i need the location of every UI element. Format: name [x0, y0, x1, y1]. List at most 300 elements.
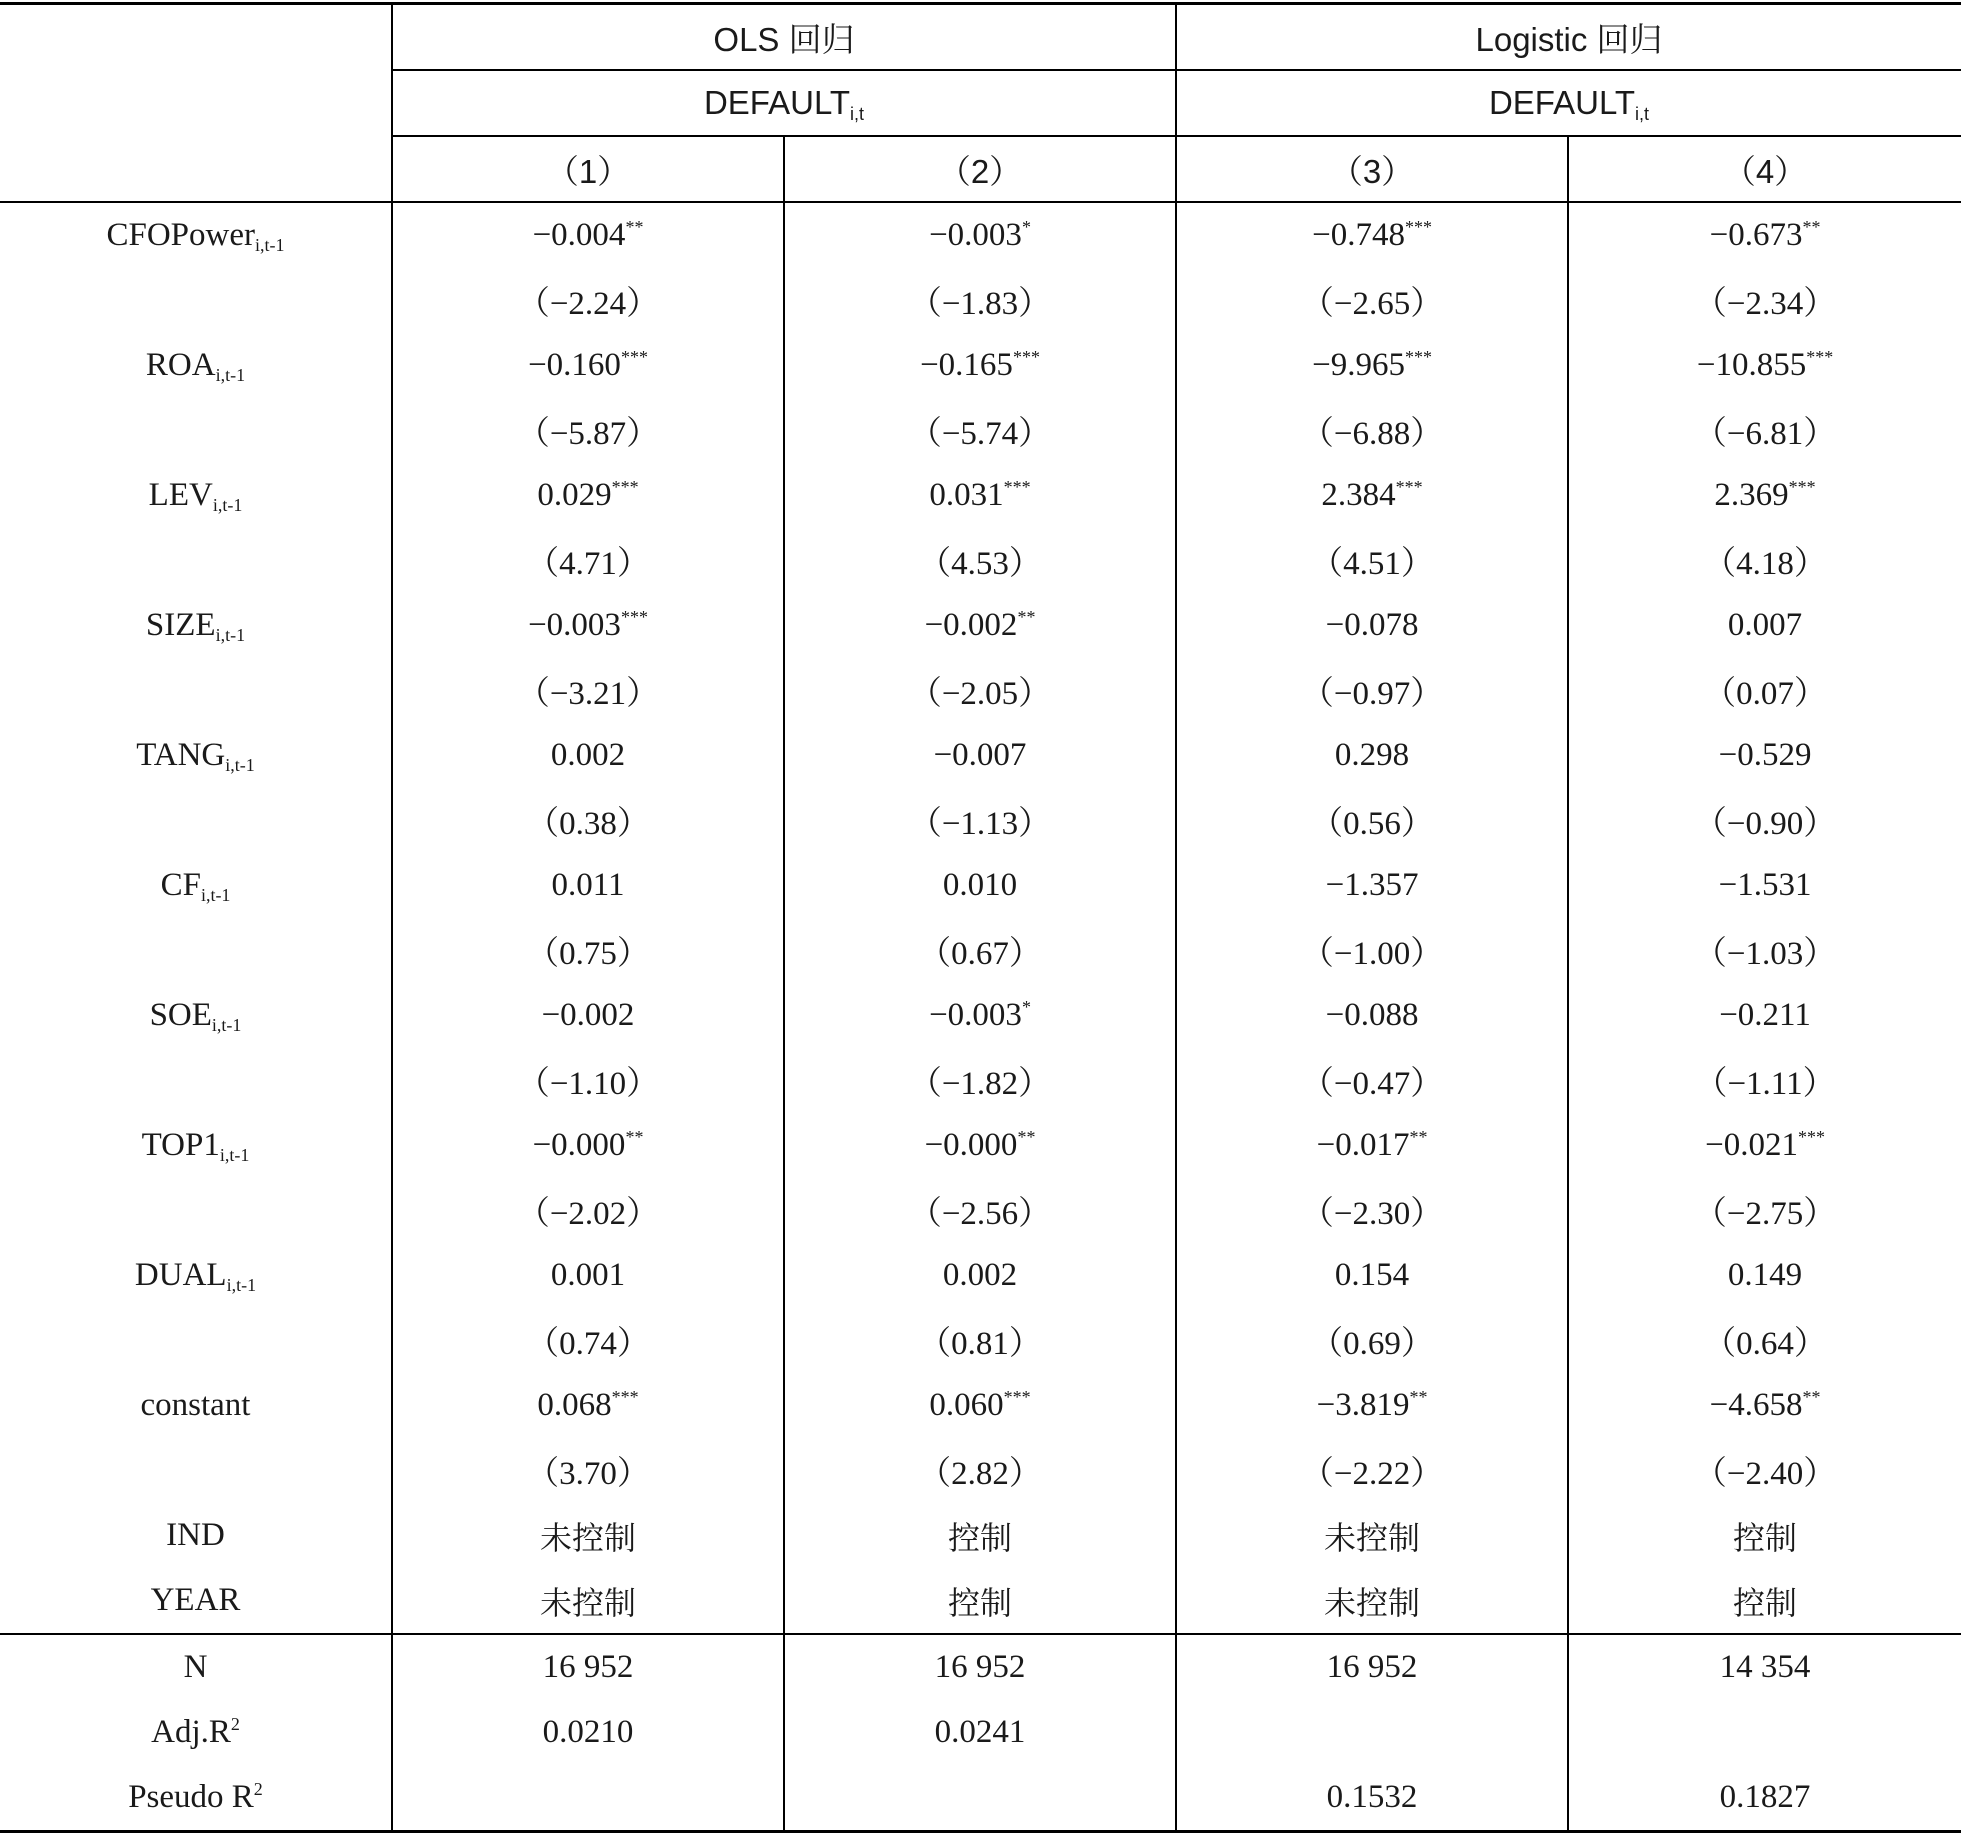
coefficient-cell	[784, 463, 1176, 528]
t-statistic-value: （−2.30）	[1300, 1196, 1444, 1232]
t-statistic-cell	[784, 268, 1176, 333]
t-statistic-cell	[784, 1048, 1176, 1113]
coefficient-cell	[1176, 1113, 1568, 1178]
variable-name	[0, 202, 392, 268]
t-statistic-value: （4.71）	[526, 546, 650, 582]
t-statistic-cell	[784, 398, 1176, 463]
column-number-text: （2）	[937, 152, 1023, 190]
stat-label: N	[183, 1649, 208, 1685]
coefficient-cell	[1176, 1373, 1568, 1438]
stat-value-cell	[784, 1634, 1176, 1700]
coefficient-cell	[392, 202, 784, 268]
coefficient-value: −3.819	[1316, 1387, 1410, 1423]
column-number-text: （4）	[1722, 152, 1808, 190]
coefficient-value: −0.078	[1325, 607, 1419, 643]
coefficient-cell	[392, 593, 784, 658]
coefficient-cell	[1568, 723, 1961, 788]
t-statistic-cell	[1176, 918, 1568, 983]
coefficient-value: −0.748	[1312, 217, 1405, 253]
empty-stub	[0, 1048, 392, 1113]
subscript: i,t-1	[215, 625, 246, 645]
empty-stub	[0, 1438, 392, 1503]
t-statistic-cell	[1176, 268, 1568, 333]
t-statistic-value: （−2.40）	[1693, 1456, 1837, 1492]
t-statistic-cell	[1176, 1308, 1568, 1373]
coefficient-cell	[392, 463, 784, 528]
empty-stub	[0, 528, 392, 593]
coefficient-cell	[784, 1243, 1176, 1308]
stat-value: 0.0210	[542, 1714, 634, 1750]
t-statistic-cell	[392, 1178, 784, 1243]
t-statistic-cell	[392, 1438, 784, 1503]
t-statistic-cell	[1176, 1178, 1568, 1243]
control-name	[0, 1568, 392, 1634]
coefficient-value: −0.000	[532, 1127, 626, 1163]
coefficient-value: −0.021	[1705, 1127, 1798, 1163]
stat-value: 0.1827	[1719, 1779, 1811, 1815]
coefficient-value: −0.002	[924, 607, 1018, 643]
t-statistic-cell	[1176, 1438, 1568, 1503]
t-statistic-value: （4.51）	[1310, 546, 1434, 582]
t-stat-row-tang	[0, 788, 1961, 853]
t-statistic-cell	[1176, 788, 1568, 853]
header-row-groups	[0, 4, 1961, 71]
t-statistic-value: （0.67）	[918, 936, 1042, 972]
coefficient-value: −9.965	[1312, 347, 1405, 383]
t-stat-row-top1	[0, 1178, 1961, 1243]
control-status-text: 控制	[1733, 1518, 1798, 1557]
t-statistic-value: （−2.24）	[516, 286, 660, 322]
control-status	[1176, 1568, 1568, 1634]
coefficient-cell	[784, 723, 1176, 788]
control-row-ind	[0, 1503, 1961, 1568]
coefficient-cell	[392, 723, 784, 788]
coefficient-cell	[784, 593, 1176, 658]
t-statistic-value: （−1.00）	[1300, 936, 1444, 972]
t-statistic-value: （−1.11）	[1694, 1066, 1836, 1102]
coefficient-cell	[1568, 463, 1961, 528]
stat-name	[0, 1634, 392, 1700]
dep-var-name: DEFAULT	[1488, 84, 1636, 121]
significance-stars: ***	[1404, 347, 1432, 367]
variable-name	[0, 333, 392, 398]
column-number-3	[1176, 136, 1568, 202]
coefficient-value: −0.004	[532, 217, 626, 253]
t-statistic-cell	[784, 1178, 1176, 1243]
coefficient-cell	[392, 853, 784, 918]
empty-stub	[0, 918, 392, 983]
control-status	[784, 1568, 1176, 1634]
coefficient-value: −10.855	[1696, 347, 1807, 383]
stat-label: Pseudo R	[128, 1779, 254, 1815]
t-stat-row-cf	[0, 918, 1961, 983]
stat-value: 0.0241	[934, 1714, 1026, 1750]
coefficient-cell	[1176, 853, 1568, 918]
significance-stars: **	[1409, 1387, 1428, 1407]
control-row-year	[0, 1568, 1961, 1634]
coefficient-value: −0.017	[1316, 1127, 1410, 1163]
t-statistic-cell	[392, 1048, 784, 1113]
coef-row-cfopower	[0, 202, 1961, 268]
t-statistic-value: （−6.81）	[1693, 416, 1837, 452]
t-statistic-value: （−1.13）	[908, 806, 1052, 842]
control-status	[1568, 1568, 1961, 1634]
t-statistic-value: （−1.03）	[1693, 936, 1837, 972]
t-statistic-cell	[1568, 1048, 1961, 1113]
t-stat-row-roa	[0, 398, 1961, 463]
empty-stub	[0, 398, 392, 463]
coefficient-value: 0.068	[537, 1387, 612, 1423]
t-statistic-value: （2.82）	[918, 1456, 1042, 1492]
stat-value-cell	[1568, 1634, 1961, 1700]
t-statistic-cell	[1568, 918, 1961, 983]
significance-stars: *	[1021, 997, 1031, 1017]
column-number-2	[784, 136, 1176, 202]
variable-label: SOE	[149, 997, 212, 1033]
column-number-1	[392, 136, 784, 202]
variable-name	[0, 463, 392, 528]
significance-stars: ***	[1797, 1127, 1825, 1147]
t-statistic-value: （0.07）	[1703, 676, 1827, 712]
t-statistic-cell	[392, 918, 784, 983]
t-statistic-cell	[1568, 658, 1961, 723]
coefficient-cell	[784, 853, 1176, 918]
coefficient-value: −0.003	[929, 217, 1022, 253]
t-statistic-value: （−2.02）	[516, 1196, 660, 1232]
t-statistic-cell	[1568, 398, 1961, 463]
coefficient-value: 0.298	[1334, 737, 1410, 773]
t-statistic-value: （−1.82）	[908, 1066, 1052, 1102]
t-statistic-cell	[1176, 398, 1568, 463]
stat-name	[0, 1700, 392, 1765]
t-statistic-value: （−2.05）	[908, 676, 1052, 712]
coefficient-value: −0.003	[929, 997, 1022, 1033]
coefficient-value: −1.357	[1325, 867, 1419, 903]
t-stat-row-soe	[0, 1048, 1961, 1113]
control-label: YEAR	[150, 1582, 241, 1618]
stat-row-adj-r	[0, 1700, 1961, 1765]
t-statistic-value: （−0.47）	[1300, 1066, 1444, 1102]
t-statistic-cell	[784, 658, 1176, 723]
subscript: i,t-1	[219, 1145, 250, 1165]
t-statistic-cell	[1568, 1308, 1961, 1373]
subscript: i,t	[850, 104, 865, 124]
coefficient-value: −0.165	[920, 347, 1013, 383]
t-statistic-cell	[1568, 788, 1961, 853]
control-status-text: 控制	[948, 1518, 1013, 1557]
empty-stub	[0, 268, 392, 333]
t-statistic-value: （3.70）	[526, 1456, 650, 1492]
significance-stars: **	[1017, 607, 1036, 627]
t-statistic-cell	[784, 788, 1176, 853]
coefficient-value: −0.002	[541, 997, 635, 1033]
significance-stars: **	[1802, 1387, 1821, 1407]
coefficient-cell	[1176, 202, 1568, 268]
coef-row-cf	[0, 853, 1961, 918]
empty-stub	[0, 658, 392, 723]
subscript: i,t-1	[212, 495, 243, 515]
significance-stars: ***	[620, 347, 648, 367]
significance-stars: **	[1017, 1127, 1036, 1147]
t-statistic-cell	[392, 788, 784, 853]
t-statistic-value: （−2.34）	[1693, 286, 1837, 322]
significance-stars: ***	[1012, 347, 1040, 367]
coefficient-value: 0.149	[1727, 1257, 1803, 1293]
subscript: i,t	[1635, 104, 1650, 124]
variable-name	[0, 723, 392, 788]
control-label: IND	[166, 1517, 225, 1553]
coefficient-value: −0.007	[933, 737, 1027, 773]
coef-row-tang	[0, 723, 1961, 788]
t-statistic-value: （0.74）	[526, 1326, 650, 1362]
t-statistic-value: （−2.65）	[1300, 286, 1444, 322]
empty-stub	[0, 1178, 392, 1243]
variable-label: constant	[140, 1387, 251, 1423]
significance-stars: ***	[1404, 217, 1432, 237]
coefficient-value: −0.003	[528, 607, 621, 643]
t-statistic-value: （0.75）	[526, 936, 650, 972]
variable-label: SIZE	[145, 607, 216, 643]
significance-stars: *	[1021, 217, 1031, 237]
stat-value-cell	[1176, 1634, 1568, 1700]
t-statistic-value: （0.81）	[918, 1326, 1042, 1362]
coefficient-value: 0.002	[942, 1257, 1018, 1293]
significance-stars: ***	[1003, 1387, 1031, 1407]
t-statistic-value: （−2.75）	[1693, 1196, 1837, 1232]
coefficient-value: −0.160	[528, 347, 621, 383]
coefficient-cell	[392, 1373, 784, 1438]
stat-value-cell	[1568, 1700, 1961, 1765]
coefficient-cell	[784, 202, 1176, 268]
column-number-text: （3）	[1329, 152, 1415, 190]
t-stat-row-lev	[0, 528, 1961, 593]
variable-name	[0, 983, 392, 1048]
coefficient-cell	[1568, 853, 1961, 918]
stat-row-n	[0, 1634, 1961, 1700]
subscript: i,t-1	[211, 1015, 242, 1035]
t-stat-row-dual	[0, 1308, 1961, 1373]
coefficient-cell	[1176, 1243, 1568, 1308]
subscript: i,t-1	[215, 365, 246, 385]
coef-row-top1	[0, 1113, 1961, 1178]
coefficient-cell	[784, 1113, 1176, 1178]
group-label-text: OLS 回归	[713, 20, 855, 58]
control-status	[1176, 1503, 1568, 1568]
t-statistic-value: （−0.97）	[1300, 676, 1444, 712]
stat-value-cell	[1176, 1700, 1568, 1765]
group-label-ols	[392, 4, 1176, 71]
dep-var-name: DEFAULT	[703, 84, 851, 121]
t-statistic-value: （−5.74）	[908, 416, 1052, 452]
t-statistic-cell	[784, 1438, 1176, 1503]
t-stat-row-cfopower	[0, 268, 1961, 333]
t-statistic-cell	[1568, 528, 1961, 593]
variable-name	[0, 593, 392, 658]
significance-stars: ***	[1806, 347, 1834, 367]
coefficient-cell	[1176, 333, 1568, 398]
coefficient-value: −0.088	[1325, 997, 1419, 1033]
coefficient-cell	[1568, 983, 1961, 1048]
control-status	[392, 1568, 784, 1634]
control-status-text: 控制	[1733, 1583, 1798, 1622]
significance-stars: ***	[1003, 477, 1031, 497]
stat-value-cell	[392, 1700, 784, 1765]
t-statistic-value: （−1.10）	[516, 1066, 660, 1102]
coefficient-cell	[784, 333, 1176, 398]
variable-name	[0, 1243, 392, 1308]
significance-stars: **	[1802, 217, 1821, 237]
t-stat-row-constant	[0, 1438, 1961, 1503]
t-statistic-cell	[392, 528, 784, 593]
subscript: i,t-1	[225, 755, 255, 775]
coef-row-constant	[0, 1373, 1961, 1438]
coefficient-cell	[784, 1373, 1176, 1438]
subscript: i,t-1	[200, 885, 231, 905]
variable-label: CF	[160, 867, 201, 903]
variable-name	[0, 1373, 392, 1438]
significance-stars: ***	[1788, 477, 1816, 497]
stat-value: 16 952	[542, 1649, 634, 1685]
significance-stars: ***	[1395, 477, 1423, 497]
t-statistic-value: （−3.21）	[516, 676, 660, 712]
coefficient-value: −0.673	[1709, 217, 1803, 253]
t-statistic-cell	[392, 658, 784, 723]
coef-row-lev	[0, 463, 1961, 528]
coefficient-value: −0.529	[1718, 737, 1812, 773]
control-status	[392, 1503, 784, 1568]
control-status	[784, 1503, 1176, 1568]
coefficient-cell	[392, 1243, 784, 1308]
coefficient-value: 2.369	[1714, 477, 1789, 513]
significance-stars: **	[625, 1127, 644, 1147]
coefficient-value: −1.531	[1718, 867, 1812, 903]
coefficient-value: −4.658	[1709, 1387, 1803, 1423]
t-statistic-value: （−5.87）	[516, 416, 660, 452]
t-statistic-cell	[392, 268, 784, 333]
control-status-text: 控制	[948, 1583, 1013, 1622]
t-statistic-cell	[1568, 268, 1961, 333]
coefficient-value: −0.211	[1719, 997, 1811, 1033]
t-statistic-value: （−2.22）	[1300, 1456, 1444, 1492]
coefficient-value: 0.011	[551, 867, 625, 903]
t-stat-row-size	[0, 658, 1961, 723]
t-statistic-cell	[1176, 658, 1568, 723]
variable-label: ROA	[145, 347, 216, 383]
coefficient-value: 0.007	[1727, 607, 1803, 643]
t-statistic-cell	[1568, 1438, 1961, 1503]
subscript: i,t-1	[226, 1275, 257, 1295]
significance-stars: ***	[611, 1387, 639, 1407]
dependent-variable	[1176, 70, 1961, 136]
stat-label: Adj.R	[151, 1714, 231, 1750]
column-number-4	[1568, 136, 1961, 202]
t-statistic-value: （0.64）	[1703, 1326, 1827, 1362]
control-status-text: 未控制	[1324, 1518, 1421, 1557]
coefficient-value: 0.029	[537, 477, 612, 513]
coefficient-value: 0.001	[550, 1257, 626, 1293]
empty-stub	[0, 1308, 392, 1373]
t-statistic-value: （−6.88）	[1300, 416, 1444, 452]
coefficient-value: 0.002	[550, 737, 626, 773]
t-statistic-cell	[1568, 1178, 1961, 1243]
variable-label: LEV	[148, 477, 213, 513]
coefficient-cell	[392, 983, 784, 1048]
t-statistic-value: （4.18）	[1703, 546, 1827, 582]
coef-row-dual	[0, 1243, 1961, 1308]
t-statistic-cell	[1176, 528, 1568, 593]
coefficient-value: 0.031	[929, 477, 1004, 513]
stat-value: 16 952	[934, 1649, 1026, 1685]
t-statistic-value: （4.53）	[918, 546, 1042, 582]
control-status	[1568, 1503, 1961, 1568]
variable-label: TOP1	[141, 1127, 220, 1163]
coefficient-value: 0.154	[1334, 1257, 1410, 1293]
column-number-text: （1）	[545, 152, 631, 190]
t-statistic-cell	[784, 918, 1176, 983]
coefficient-cell	[1176, 723, 1568, 788]
coefficient-value: −0.000	[924, 1127, 1018, 1163]
coefficient-cell	[1568, 1113, 1961, 1178]
t-statistic-value: （0.69）	[1310, 1326, 1434, 1362]
coefficient-cell	[1176, 983, 1568, 1048]
t-statistic-cell	[392, 1308, 784, 1373]
significance-stars: 2	[253, 1779, 263, 1799]
coef-row-size	[0, 593, 1961, 658]
significance-stars: **	[1409, 1127, 1428, 1147]
subscript: i,t-1	[255, 235, 285, 255]
coefficient-cell	[392, 1113, 784, 1178]
coefficient-cell	[1568, 1373, 1961, 1438]
t-statistic-cell	[784, 528, 1176, 593]
coefficient-cell	[784, 983, 1176, 1048]
coefficient-cell	[1568, 593, 1961, 658]
t-statistic-value: （−2.56）	[908, 1196, 1052, 1232]
stat-value-cell	[392, 1634, 784, 1700]
significance-stars: ***	[620, 607, 648, 627]
coefficient-cell	[392, 333, 784, 398]
control-status-text: 未控制	[1324, 1583, 1421, 1622]
t-statistic-cell	[784, 1308, 1176, 1373]
significance-stars: 2	[230, 1714, 240, 1734]
dependent-variable	[392, 70, 1176, 136]
coefficient-value: 0.060	[929, 1387, 1004, 1423]
coefficient-cell	[1568, 1243, 1961, 1308]
stat-value: 0.1532	[1326, 1779, 1418, 1815]
control-status-text: 未控制	[539, 1518, 636, 1557]
stat-value: 16 952	[1326, 1649, 1418, 1685]
significance-stars: ***	[611, 477, 639, 497]
t-statistic-value: （0.56）	[1310, 806, 1434, 842]
t-statistic-cell	[1176, 1048, 1568, 1113]
header-stub	[0, 4, 392, 203]
coef-row-soe	[0, 983, 1961, 1048]
empty-stub	[0, 788, 392, 853]
coefficient-cell	[1176, 593, 1568, 658]
t-statistic-value: （−0.90）	[1693, 806, 1837, 842]
group-label-text: Logistic 回归	[1475, 20, 1663, 58]
variable-label: CFOPower	[106, 217, 256, 253]
variable-label: DUAL	[134, 1257, 227, 1293]
regression-table	[0, 2, 1961, 1833]
significance-stars: **	[625, 217, 644, 237]
coefficient-cell	[1176, 463, 1568, 528]
t-statistic-value: （0.38）	[526, 806, 650, 842]
group-label-logistic	[1176, 4, 1961, 71]
stat-value: 14 354	[1719, 1649, 1811, 1685]
coefficient-cell	[1568, 202, 1961, 268]
coefficient-value: 0.010	[942, 867, 1018, 903]
control-status-text: 未控制	[539, 1583, 636, 1622]
